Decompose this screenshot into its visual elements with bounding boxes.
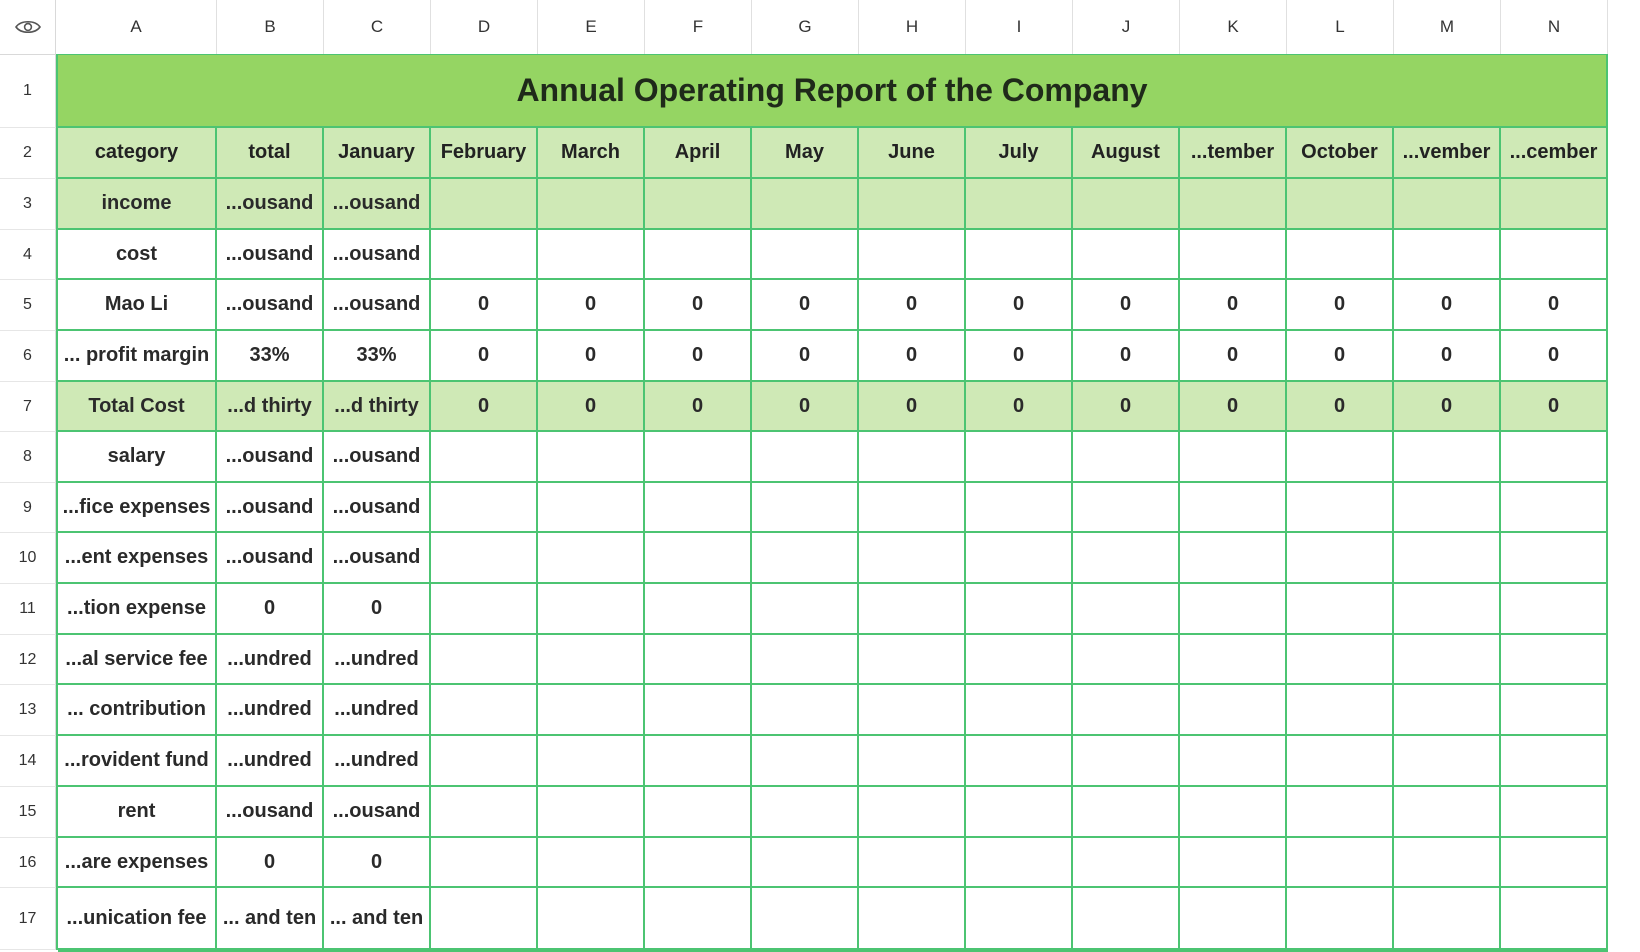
cell-l8[interactable] — [1287, 432, 1394, 483]
cell-f9[interactable] — [645, 483, 752, 533]
cell-n15[interactable] — [1501, 787, 1608, 838]
cell-f4[interactable] — [645, 230, 752, 280]
cell-f8[interactable] — [645, 432, 752, 483]
cell-c5[interactable]: ...ousand — [324, 280, 431, 331]
cell-k11[interactable] — [1180, 584, 1287, 635]
column-header-l[interactable]: L — [1287, 0, 1394, 55]
cell-m4[interactable] — [1394, 230, 1501, 280]
cell-k16[interactable] — [1180, 838, 1287, 888]
cell-g3[interactable] — [752, 179, 859, 230]
cell-l16[interactable] — [1287, 838, 1394, 888]
column-header-e[interactable]: E — [538, 0, 645, 55]
header-cell-f[interactable]: April — [645, 128, 752, 179]
cell-n4[interactable] — [1501, 230, 1608, 280]
cell-k17[interactable] — [1180, 888, 1287, 950]
cell-f7[interactable]: 0 — [645, 382, 752, 432]
cell-n14[interactable] — [1501, 736, 1608, 787]
cell-a17[interactable]: ...unication fee — [58, 888, 217, 950]
cell-l10[interactable] — [1287, 533, 1394, 584]
cell-h15[interactable] — [859, 787, 966, 838]
cell-n5[interactable]: 0 — [1501, 280, 1608, 331]
cell-h14[interactable] — [859, 736, 966, 787]
header-cell-m[interactable]: ...vember — [1394, 128, 1501, 179]
cell-f11[interactable] — [645, 584, 752, 635]
cell-l4[interactable] — [1287, 230, 1394, 280]
cell-f16[interactable] — [645, 838, 752, 888]
row-header-16[interactable]: 16 — [0, 838, 56, 888]
cell-d14[interactable] — [431, 736, 538, 787]
cell-i12[interactable] — [966, 635, 1073, 685]
cell-m10[interactable] — [1394, 533, 1501, 584]
row-header-14[interactable]: 14 — [0, 736, 56, 787]
cell-l15[interactable] — [1287, 787, 1394, 838]
row-header-8[interactable]: 8 — [0, 432, 56, 483]
cell-f3[interactable] — [645, 179, 752, 230]
cell-b8[interactable]: ...ousand — [217, 432, 324, 483]
cell-h16[interactable] — [859, 838, 966, 888]
cell-j4[interactable] — [1073, 230, 1180, 280]
cell-d10[interactable] — [431, 533, 538, 584]
cell-m5[interactable]: 0 — [1394, 280, 1501, 331]
header-cell-j[interactable]: August — [1073, 128, 1180, 179]
cell-c10[interactable]: ...ousand — [324, 533, 431, 584]
cell-c11[interactable]: 0 — [324, 584, 431, 635]
cell-m13[interactable] — [1394, 685, 1501, 736]
cell-k9[interactable] — [1180, 483, 1287, 533]
cell-i15[interactable] — [966, 787, 1073, 838]
cell-l14[interactable] — [1287, 736, 1394, 787]
cell-j13[interactable] — [1073, 685, 1180, 736]
cell-l17[interactable] — [1287, 888, 1394, 950]
header-cell-h[interactable]: June — [859, 128, 966, 179]
cell-m14[interactable] — [1394, 736, 1501, 787]
cell-c7[interactable]: ...d thirty — [324, 382, 431, 432]
cell-d17[interactable] — [431, 888, 538, 950]
cell-a9[interactable]: ...fice expenses — [58, 483, 217, 533]
cell-i5[interactable]: 0 — [966, 280, 1073, 331]
cell-b9[interactable]: ...ousand — [217, 483, 324, 533]
cell-k3[interactable] — [1180, 179, 1287, 230]
cell-n11[interactable] — [1501, 584, 1608, 635]
cell-h11[interactable] — [859, 584, 966, 635]
cell-n9[interactable] — [1501, 483, 1608, 533]
column-header-k[interactable]: K — [1180, 0, 1287, 55]
cell-j17[interactable] — [1073, 888, 1180, 950]
cell-e15[interactable] — [538, 787, 645, 838]
cell-h3[interactable] — [859, 179, 966, 230]
cell-j7[interactable]: 0 — [1073, 382, 1180, 432]
cell-l12[interactable] — [1287, 635, 1394, 685]
cell-d7[interactable]: 0 — [431, 382, 538, 432]
cell-g15[interactable] — [752, 787, 859, 838]
cell-f12[interactable] — [645, 635, 752, 685]
cell-b13[interactable]: ...undred — [217, 685, 324, 736]
cell-h6[interactable]: 0 — [859, 331, 966, 382]
row-header-2[interactable]: 2 — [0, 128, 56, 179]
column-header-f[interactable]: F — [645, 0, 752, 55]
cell-m8[interactable] — [1394, 432, 1501, 483]
column-header-i[interactable]: I — [966, 0, 1073, 55]
cell-g5[interactable]: 0 — [752, 280, 859, 331]
cell-e10[interactable] — [538, 533, 645, 584]
cell-n3[interactable] — [1501, 179, 1608, 230]
cell-h9[interactable] — [859, 483, 966, 533]
cell-j6[interactable]: 0 — [1073, 331, 1180, 382]
row-header-17[interactable]: 17 — [0, 888, 56, 950]
cell-e5[interactable]: 0 — [538, 280, 645, 331]
cell-i6[interactable]: 0 — [966, 331, 1073, 382]
cell-g12[interactable] — [752, 635, 859, 685]
cell-n7[interactable]: 0 — [1501, 382, 1608, 432]
column-header-a[interactable]: A — [56, 0, 217, 55]
select-all-corner[interactable] — [0, 0, 56, 55]
header-cell-i[interactable]: July — [966, 128, 1073, 179]
cell-d3[interactable] — [431, 179, 538, 230]
row-header-4[interactable]: 4 — [0, 230, 56, 280]
cell-d8[interactable] — [431, 432, 538, 483]
cell-a5[interactable]: Mao Li — [58, 280, 217, 331]
cell-m15[interactable] — [1394, 787, 1501, 838]
cell-f17[interactable] — [645, 888, 752, 950]
cell-d6[interactable]: 0 — [431, 331, 538, 382]
cell-b11[interactable]: 0 — [217, 584, 324, 635]
cell-g7[interactable]: 0 — [752, 382, 859, 432]
cell-m3[interactable] — [1394, 179, 1501, 230]
cell-j11[interactable] — [1073, 584, 1180, 635]
column-header-n[interactable]: N — [1501, 0, 1608, 55]
header-cell-k[interactable]: ...tember — [1180, 128, 1287, 179]
cell-i4[interactable] — [966, 230, 1073, 280]
cell-c6[interactable]: 33% — [324, 331, 431, 382]
cell-m6[interactable]: 0 — [1394, 331, 1501, 382]
cell-j5[interactable]: 0 — [1073, 280, 1180, 331]
header-cell-g[interactable]: May — [752, 128, 859, 179]
column-header-b[interactable]: B — [217, 0, 324, 55]
header-cell-l[interactable]: October — [1287, 128, 1394, 179]
cell-g10[interactable] — [752, 533, 859, 584]
cell-n17[interactable] — [1501, 888, 1608, 950]
cell-a6[interactable]: ... profit margin — [58, 331, 217, 382]
cell-l5[interactable]: 0 — [1287, 280, 1394, 331]
cell-d13[interactable] — [431, 685, 538, 736]
cell-i11[interactable] — [966, 584, 1073, 635]
cell-a11[interactable]: ...tion expense — [58, 584, 217, 635]
cell-a12[interactable]: ...al service fee — [58, 635, 217, 685]
cell-h8[interactable] — [859, 432, 966, 483]
cell-n13[interactable] — [1501, 685, 1608, 736]
cell-l9[interactable] — [1287, 483, 1394, 533]
cell-h5[interactable]: 0 — [859, 280, 966, 331]
cell-d16[interactable] — [431, 838, 538, 888]
cell-e4[interactable] — [538, 230, 645, 280]
cell-e3[interactable] — [538, 179, 645, 230]
cell-g4[interactable] — [752, 230, 859, 280]
cell-a16[interactable]: ...are expenses — [58, 838, 217, 888]
cell-d12[interactable] — [431, 635, 538, 685]
cell-a3[interactable]: income — [58, 179, 217, 230]
cell-n8[interactable] — [1501, 432, 1608, 483]
cell-g6[interactable]: 0 — [752, 331, 859, 382]
cell-b10[interactable]: ...ousand — [217, 533, 324, 584]
cell-i10[interactable] — [966, 533, 1073, 584]
cell-i13[interactable] — [966, 685, 1073, 736]
cell-g17[interactable] — [752, 888, 859, 950]
cell-c4[interactable]: ...ousand — [324, 230, 431, 280]
cell-a4[interactable]: cost — [58, 230, 217, 280]
cell-b15[interactable]: ...ousand — [217, 787, 324, 838]
column-header-c[interactable]: C — [324, 0, 431, 55]
cell-m11[interactable] — [1394, 584, 1501, 635]
cell-b7[interactable]: ...d thirty — [217, 382, 324, 432]
row-header-3[interactable]: 3 — [0, 179, 56, 230]
cell-k15[interactable] — [1180, 787, 1287, 838]
cell-h4[interactable] — [859, 230, 966, 280]
cell-m17[interactable] — [1394, 888, 1501, 950]
cell-i16[interactable] — [966, 838, 1073, 888]
cell-i14[interactable] — [966, 736, 1073, 787]
cell-a8[interactable]: salary — [58, 432, 217, 483]
cell-g14[interactable] — [752, 736, 859, 787]
cell-l3[interactable] — [1287, 179, 1394, 230]
cell-e13[interactable] — [538, 685, 645, 736]
cell-g13[interactable] — [752, 685, 859, 736]
column-header-g[interactable]: G — [752, 0, 859, 55]
row-header-12[interactable]: 12 — [0, 635, 56, 685]
row-header-10[interactable]: 10 — [0, 533, 56, 584]
cell-c3[interactable]: ...ousand — [324, 179, 431, 230]
row-header-6[interactable]: 6 — [0, 331, 56, 382]
cell-n16[interactable] — [1501, 838, 1608, 888]
cell-g8[interactable] — [752, 432, 859, 483]
cell-e17[interactable] — [538, 888, 645, 950]
cell-l7[interactable]: 0 — [1287, 382, 1394, 432]
cell-k5[interactable]: 0 — [1180, 280, 1287, 331]
cell-l11[interactable] — [1287, 584, 1394, 635]
cell-k7[interactable]: 0 — [1180, 382, 1287, 432]
cell-d9[interactable] — [431, 483, 538, 533]
header-cell-e[interactable]: March — [538, 128, 645, 179]
cell-c14[interactable]: ...undred — [324, 736, 431, 787]
cell-c16[interactable]: 0 — [324, 838, 431, 888]
cell-b5[interactable]: ...ousand — [217, 280, 324, 331]
cell-d4[interactable] — [431, 230, 538, 280]
cell-e9[interactable] — [538, 483, 645, 533]
cell-f10[interactable] — [645, 533, 752, 584]
row-header-5[interactable]: 5 — [0, 280, 56, 331]
cell-f14[interactable] — [645, 736, 752, 787]
row-header-11[interactable]: 11 — [0, 584, 56, 635]
cell-m7[interactable]: 0 — [1394, 382, 1501, 432]
cell-f5[interactable]: 0 — [645, 280, 752, 331]
cell-d11[interactable] — [431, 584, 538, 635]
cell-e16[interactable] — [538, 838, 645, 888]
header-cell-d[interactable]: February — [431, 128, 538, 179]
cell-b3[interactable]: ...ousand — [217, 179, 324, 230]
cell-f15[interactable] — [645, 787, 752, 838]
cell-h17[interactable] — [859, 888, 966, 950]
cell-n10[interactable] — [1501, 533, 1608, 584]
cell-g11[interactable] — [752, 584, 859, 635]
cell-b12[interactable]: ...undred — [217, 635, 324, 685]
cell-m16[interactable] — [1394, 838, 1501, 888]
cell-i9[interactable] — [966, 483, 1073, 533]
cell-k8[interactable] — [1180, 432, 1287, 483]
cell-b16[interactable]: 0 — [217, 838, 324, 888]
cell-h12[interactable] — [859, 635, 966, 685]
cell-i8[interactable] — [966, 432, 1073, 483]
cell-b6[interactable]: 33% — [217, 331, 324, 382]
cell-h7[interactable]: 0 — [859, 382, 966, 432]
row-header-7[interactable]: 7 — [0, 382, 56, 432]
cell-k14[interactable] — [1180, 736, 1287, 787]
cell-c8[interactable]: ...ousand — [324, 432, 431, 483]
row-header-15[interactable]: 15 — [0, 787, 56, 838]
cell-h13[interactable] — [859, 685, 966, 736]
cell-k10[interactable] — [1180, 533, 1287, 584]
cell-a10[interactable]: ...ent expenses — [58, 533, 217, 584]
cell-j10[interactable] — [1073, 533, 1180, 584]
report-title[interactable]: Annual Operating Report of the Company — [58, 55, 1608, 128]
header-cell-b[interactable]: total — [217, 128, 324, 179]
row-header-1[interactable]: 1 — [0, 55, 56, 128]
header-cell-c[interactable]: January — [324, 128, 431, 179]
cell-m12[interactable] — [1394, 635, 1501, 685]
cell-j15[interactable] — [1073, 787, 1180, 838]
cell-e11[interactable] — [538, 584, 645, 635]
cell-k12[interactable] — [1180, 635, 1287, 685]
cell-g9[interactable] — [752, 483, 859, 533]
cell-k13[interactable] — [1180, 685, 1287, 736]
header-cell-n[interactable]: ...cember — [1501, 128, 1608, 179]
cell-i7[interactable]: 0 — [966, 382, 1073, 432]
cell-j14[interactable] — [1073, 736, 1180, 787]
cell-j8[interactable] — [1073, 432, 1180, 483]
cell-a14[interactable]: ...rovident fund — [58, 736, 217, 787]
header-cell-a[interactable]: category — [58, 128, 217, 179]
cell-i17[interactable] — [966, 888, 1073, 950]
cell-b14[interactable]: ...undred — [217, 736, 324, 787]
cell-h10[interactable] — [859, 533, 966, 584]
cell-e7[interactable]: 0 — [538, 382, 645, 432]
cell-e14[interactable] — [538, 736, 645, 787]
row-header-9[interactable]: 9 — [0, 483, 56, 533]
cell-j3[interactable] — [1073, 179, 1180, 230]
cell-e8[interactable] — [538, 432, 645, 483]
cell-c17[interactable]: ... and ten — [324, 888, 431, 950]
cell-j9[interactable] — [1073, 483, 1180, 533]
cell-c13[interactable]: ...undred — [324, 685, 431, 736]
column-header-j[interactable]: J — [1073, 0, 1180, 55]
cell-a15[interactable]: rent — [58, 787, 217, 838]
row-header-13[interactable]: 13 — [0, 685, 56, 736]
cell-g16[interactable] — [752, 838, 859, 888]
cell-d15[interactable] — [431, 787, 538, 838]
cell-b4[interactable]: ...ousand — [217, 230, 324, 280]
cell-c12[interactable]: ...undred — [324, 635, 431, 685]
column-header-m[interactable]: M — [1394, 0, 1501, 55]
column-header-h[interactable]: H — [859, 0, 966, 55]
cell-i3[interactable] — [966, 179, 1073, 230]
cell-a13[interactable]: ... contribution — [58, 685, 217, 736]
cell-f6[interactable]: 0 — [645, 331, 752, 382]
cell-c9[interactable]: ...ousand — [324, 483, 431, 533]
cell-m9[interactable] — [1394, 483, 1501, 533]
eye-icon[interactable] — [15, 19, 41, 35]
cell-e6[interactable]: 0 — [538, 331, 645, 382]
cell-j12[interactable] — [1073, 635, 1180, 685]
cell-e12[interactable] — [538, 635, 645, 685]
cell-n12[interactable] — [1501, 635, 1608, 685]
cell-k6[interactable]: 0 — [1180, 331, 1287, 382]
cell-k4[interactable] — [1180, 230, 1287, 280]
cell-n6[interactable]: 0 — [1501, 331, 1608, 382]
cell-l6[interactable]: 0 — [1287, 331, 1394, 382]
cell-d5[interactable]: 0 — [431, 280, 538, 331]
cell-b17[interactable]: ... and ten — [217, 888, 324, 950]
cell-c15[interactable]: ...ousand — [324, 787, 431, 838]
cell-f13[interactable] — [645, 685, 752, 736]
column-header-d[interactable]: D — [431, 0, 538, 55]
cell-j16[interactable] — [1073, 838, 1180, 888]
cell-a7[interactable]: Total Cost — [58, 382, 217, 432]
cell-l13[interactable] — [1287, 685, 1394, 736]
